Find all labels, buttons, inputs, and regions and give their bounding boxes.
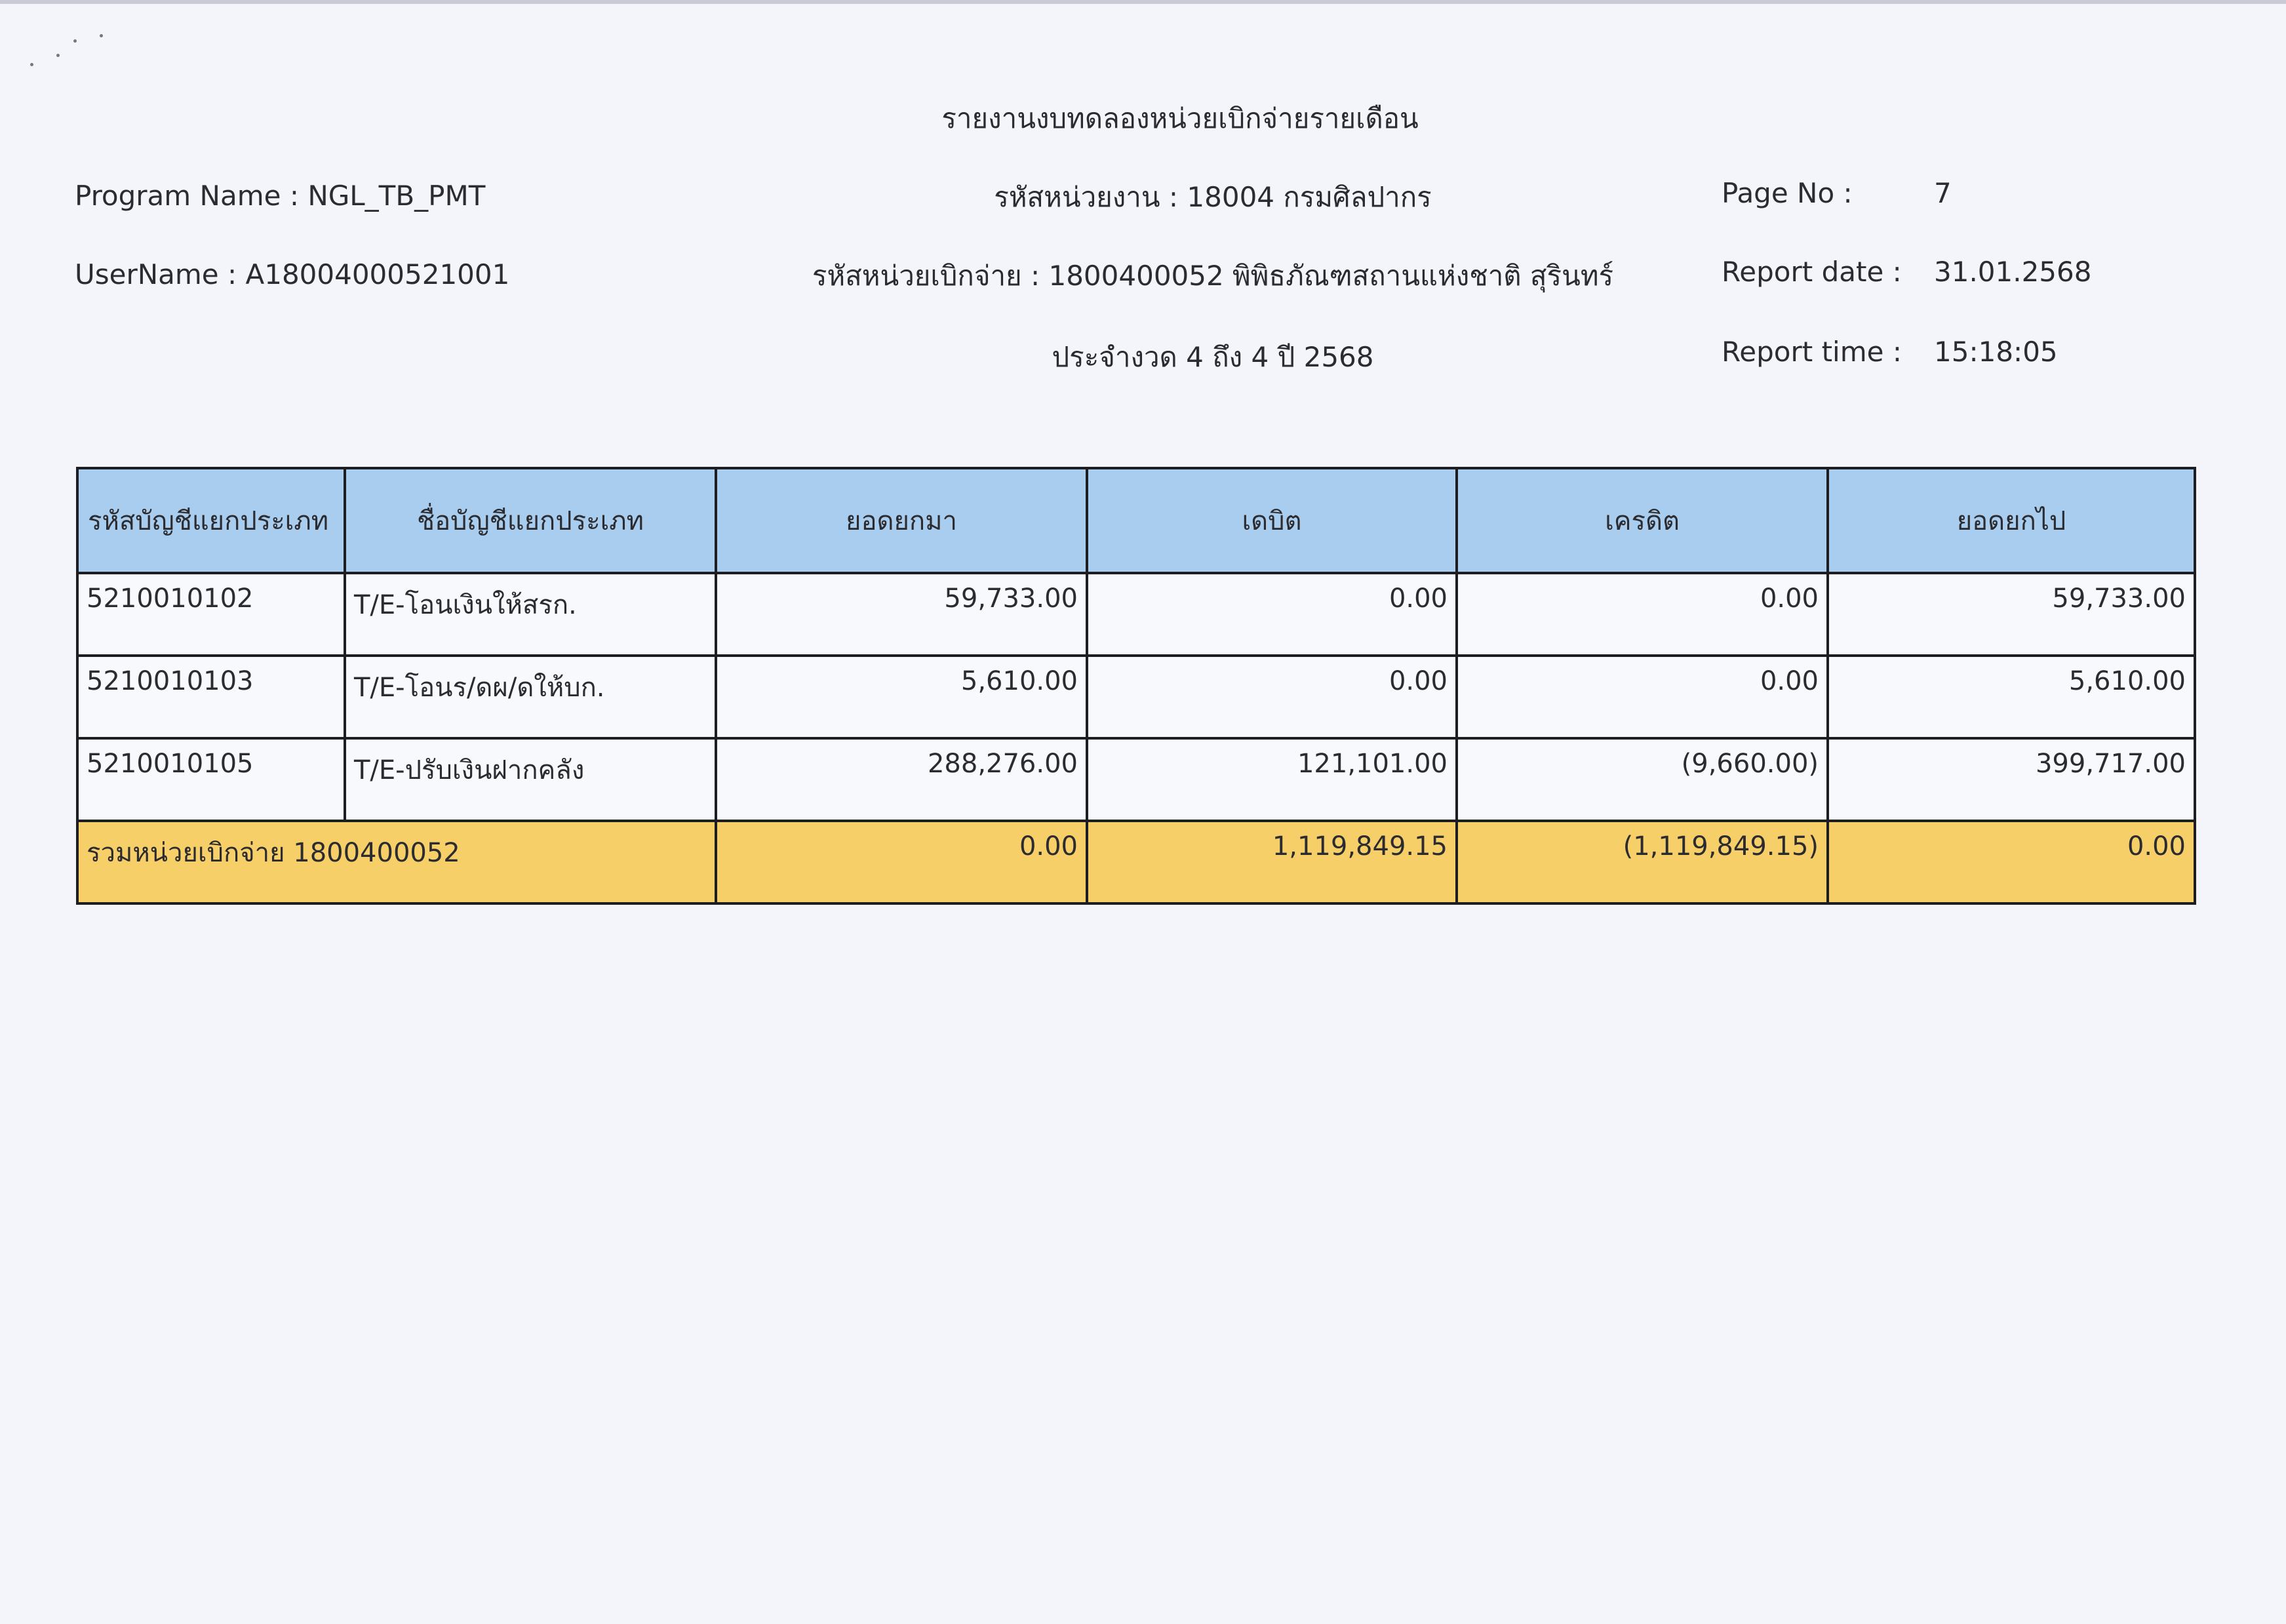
username: UserName : A18004000521001 xyxy=(75,258,510,290)
carried-forward: 59,733.00 xyxy=(1828,573,2195,656)
total-credit: (1,119,849.15) xyxy=(1457,821,1828,903)
total-brought-forward: 0.00 xyxy=(716,821,1087,903)
scan-speck xyxy=(56,54,60,57)
scan-speck xyxy=(73,39,77,43)
brought-forward: 59,733.00 xyxy=(716,573,1087,656)
report-time-value: 15:18:05 xyxy=(1934,336,2058,368)
total-label: รวมหน่วยเบิกจ่าย 1800400052 xyxy=(77,821,716,903)
page-no-label: Page No : xyxy=(1722,177,1853,209)
brought-forward: 5,610.00 xyxy=(716,656,1087,738)
page-no-value: 7 xyxy=(1934,177,1952,209)
report-time-label: Report time : xyxy=(1722,336,1902,368)
carried-forward: 5,610.00 xyxy=(1828,656,2195,738)
agency-line: รหัสหน่วยงาน : 18004 กรมศิลปากร xyxy=(994,181,1432,213)
total-carried-forward: 0.00 xyxy=(1828,821,2195,903)
program-name: Program Name : NGL_TB_PMT xyxy=(75,180,486,212)
credit: 0.00 xyxy=(1457,573,1828,656)
period-line: ประจำงวด 4 ถึง 4 ปี 2568 xyxy=(1052,341,1374,373)
table-row xyxy=(77,656,2195,738)
header-account-code: รหัสบัญชีแยกประเภท xyxy=(77,468,345,573)
trial-balance-table xyxy=(76,467,2196,905)
brought-forward: 288,276.00 xyxy=(716,738,1087,821)
debit: 0.00 xyxy=(1087,656,1457,738)
disbursing-unit-line: รหัสหน่วยเบิกจ่าย : 1800400052 พิพิธภัณฑสถานแห่งชาติ สุรินทร์ xyxy=(812,260,1614,292)
report-title: รายงานงบทดลองหน่วยเบิกจ่ายรายเดือน xyxy=(941,102,1419,134)
header-account-name: ชื่อบัญชีแยกประเภท xyxy=(345,468,716,573)
header-carried-forward: ยอดยกไป xyxy=(1828,468,2195,573)
account-code: 5210010103 xyxy=(77,656,345,738)
scan-speck xyxy=(30,63,33,66)
debit: 0.00 xyxy=(1087,573,1457,656)
account-code: 5210010102 xyxy=(77,573,345,656)
header-debit: เดบิต xyxy=(1087,468,1457,573)
total-row xyxy=(77,821,2195,903)
account-name: T/E-โอนร/ดผ/ดให้บก. xyxy=(345,656,716,738)
table-row xyxy=(77,573,2195,656)
credit: 0.00 xyxy=(1457,656,1828,738)
header-credit: เครดิต xyxy=(1457,468,1828,573)
debit: 121,101.00 xyxy=(1087,738,1457,821)
account-name: T/E-โอนเงินให้สรก. xyxy=(345,573,716,656)
scan-speck xyxy=(100,34,103,37)
table-row xyxy=(77,738,2195,821)
report-date-label: Report date : xyxy=(1722,256,1902,288)
account-code: 5210010105 xyxy=(77,738,345,821)
table-header-row xyxy=(77,468,2195,573)
scan-edge xyxy=(0,0,2286,4)
carried-forward: 399,717.00 xyxy=(1828,738,2195,821)
account-name: T/E-ปรับเงินฝากคลัง xyxy=(345,738,716,821)
total-debit: 1,119,849.15 xyxy=(1087,821,1457,903)
header-brought-forward: ยอดยกมา xyxy=(716,468,1087,573)
credit: (9,660.00) xyxy=(1457,738,1828,821)
report-date-value: 31.01.2568 xyxy=(1934,256,2092,288)
